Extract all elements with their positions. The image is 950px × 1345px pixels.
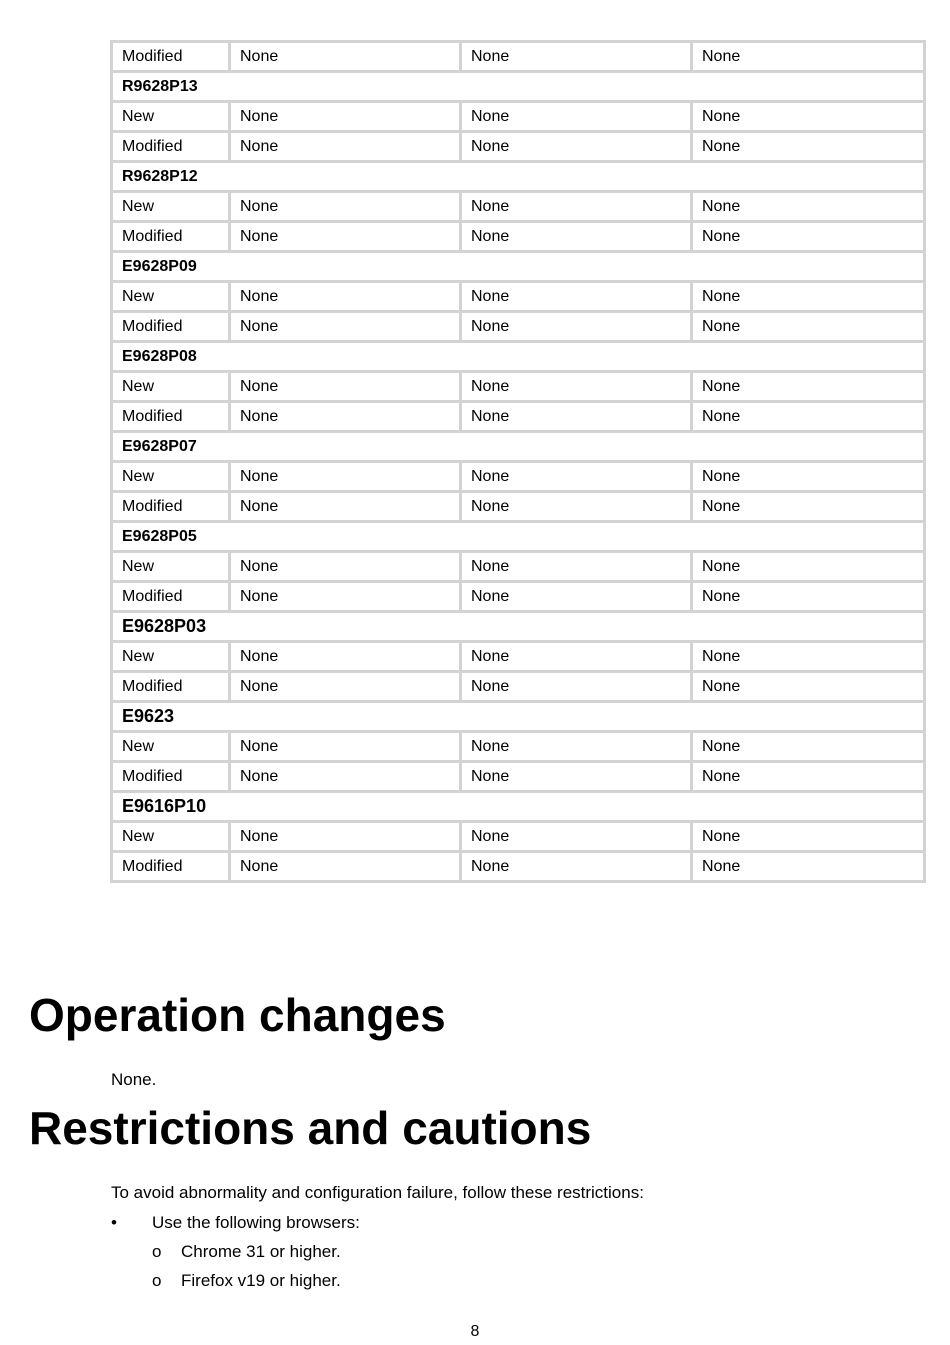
table-row [112,312,925,342]
value-cell: None [461,552,692,582]
value-cell: None [230,672,461,702]
value-cell: None [230,42,461,72]
row-label-cell: New [112,102,230,132]
value-cell: None [692,312,925,342]
row-label-cell: Modified [112,42,230,72]
version-changes-table [110,40,923,883]
value-cell: None [461,462,692,492]
value-cell: None [461,642,692,672]
row-label-cell: New [112,732,230,762]
version-header-row [112,162,925,192]
value-cell: None [692,582,925,612]
value-cell: None [461,762,692,792]
value-cell: None [461,492,692,522]
subitem-text-chrome: Chrome 31 or higher. [181,1242,341,1261]
table-row [112,42,925,72]
row-label-cell: New [112,462,230,492]
row-label-cell: Modified [112,762,230,792]
value-cell: None [230,852,461,882]
value-cell: None [230,642,461,672]
page-number: 8 [470,1323,480,1340]
operation-changes-heading: Operation changes [29,989,446,1041]
value-cell: None [461,222,692,252]
table-row [112,102,925,132]
table-row [112,192,925,222]
table-row [112,222,925,252]
restrictions-heading: Restrictions and cautions [29,1102,592,1154]
value-cell: None [461,402,692,432]
value-cell: None [230,222,461,252]
table-row [112,852,925,882]
value-cell: None [692,642,925,672]
row-label-cell: New [112,192,230,222]
version-header-row [112,432,925,462]
row-label-cell: Modified [112,222,230,252]
value-cell: None [692,282,925,312]
restrictions-intro: To avoid abnormality and configuration failure, follow these restrictions: [111,1183,644,1202]
bullet-text: Use the following browsers: [152,1213,360,1232]
subitem-text-firefox: Firefox v19 or higher. [181,1271,341,1290]
value-cell: None [230,192,461,222]
value-cell: None [692,762,925,792]
value-cell: None [230,822,461,852]
bullet-marker: • [111,1213,117,1232]
version-header-row [112,612,925,642]
value-cell: None [461,732,692,762]
subitem-marker: o [152,1242,162,1261]
table-row [112,762,925,792]
version-label: E9628P08 [112,342,925,372]
row-label-cell: Modified [112,492,230,522]
value-cell: None [461,42,692,72]
row-label-cell: New [112,552,230,582]
value-cell: None [692,42,925,72]
value-cell: None [692,672,925,702]
table-row [112,462,925,492]
table-row [112,822,925,852]
version-label: E9616P10 [112,792,925,822]
row-label-cell: New [112,642,230,672]
version-label: E9628P07 [112,432,925,462]
value-cell: None [461,312,692,342]
row-label-cell: Modified [112,582,230,612]
table-row [112,402,925,432]
version-label: R9628P13 [112,72,925,102]
row-label-cell: Modified [112,852,230,882]
value-cell: None [692,552,925,582]
row-label-cell: Modified [112,312,230,342]
value-cell: None [230,492,461,522]
value-cell: None [230,462,461,492]
value-cell: None [692,732,925,762]
value-cell: None [692,102,925,132]
value-cell: None [461,582,692,612]
value-cell: None [230,582,461,612]
row-label-cell: New [112,822,230,852]
row-label-cell: New [112,282,230,312]
version-header-row [112,792,925,822]
value-cell: None [461,132,692,162]
table-row [112,642,925,672]
table-row [112,492,925,522]
value-cell: None [230,102,461,132]
version-label: R9628P12 [112,162,925,192]
value-cell: None [461,192,692,222]
table-row [112,672,925,702]
value-cell: None [692,372,925,402]
row-label-cell: Modified [112,132,230,162]
version-header-row [112,252,925,282]
value-cell: None [692,822,925,852]
value-cell: None [461,822,692,852]
row-label-cell: New [112,372,230,402]
row-label-cell: Modified [112,672,230,702]
version-header-row [112,522,925,552]
table-row [112,372,925,402]
value-cell: None [692,222,925,252]
value-cell: None [461,102,692,132]
value-cell: None [692,492,925,522]
table-row [112,552,925,582]
value-cell: None [230,372,461,402]
value-cell: None [230,402,461,432]
value-cell: None [461,672,692,702]
value-cell: None [461,282,692,312]
table-row [112,732,925,762]
value-cell: None [230,732,461,762]
table-body [112,42,925,882]
value-cell: None [692,192,925,222]
table-row [112,582,925,612]
value-cell: None [692,852,925,882]
row-label-cell: Modified [112,402,230,432]
value-cell: None [230,762,461,792]
version-header-row [112,72,925,102]
value-cell: None [692,402,925,432]
version-label: E9628P05 [112,522,925,552]
value-cell: None [230,312,461,342]
subitem-marker: o [152,1271,162,1290]
value-cell: None [230,132,461,162]
operation-changes-text: None. [111,1070,157,1089]
value-cell: None [230,552,461,582]
value-cell: None [461,372,692,402]
version-label: E9628P09 [112,252,925,282]
value-cell: None [692,462,925,492]
version-label: E9623 [112,702,925,732]
version-header-row [112,702,925,732]
version-label: E9628P03 [112,612,925,642]
value-cell: None [692,132,925,162]
version-header-row [112,342,925,372]
table-row [112,282,925,312]
table-row [112,132,925,162]
value-cell: None [461,852,692,882]
value-cell: None [230,282,461,312]
